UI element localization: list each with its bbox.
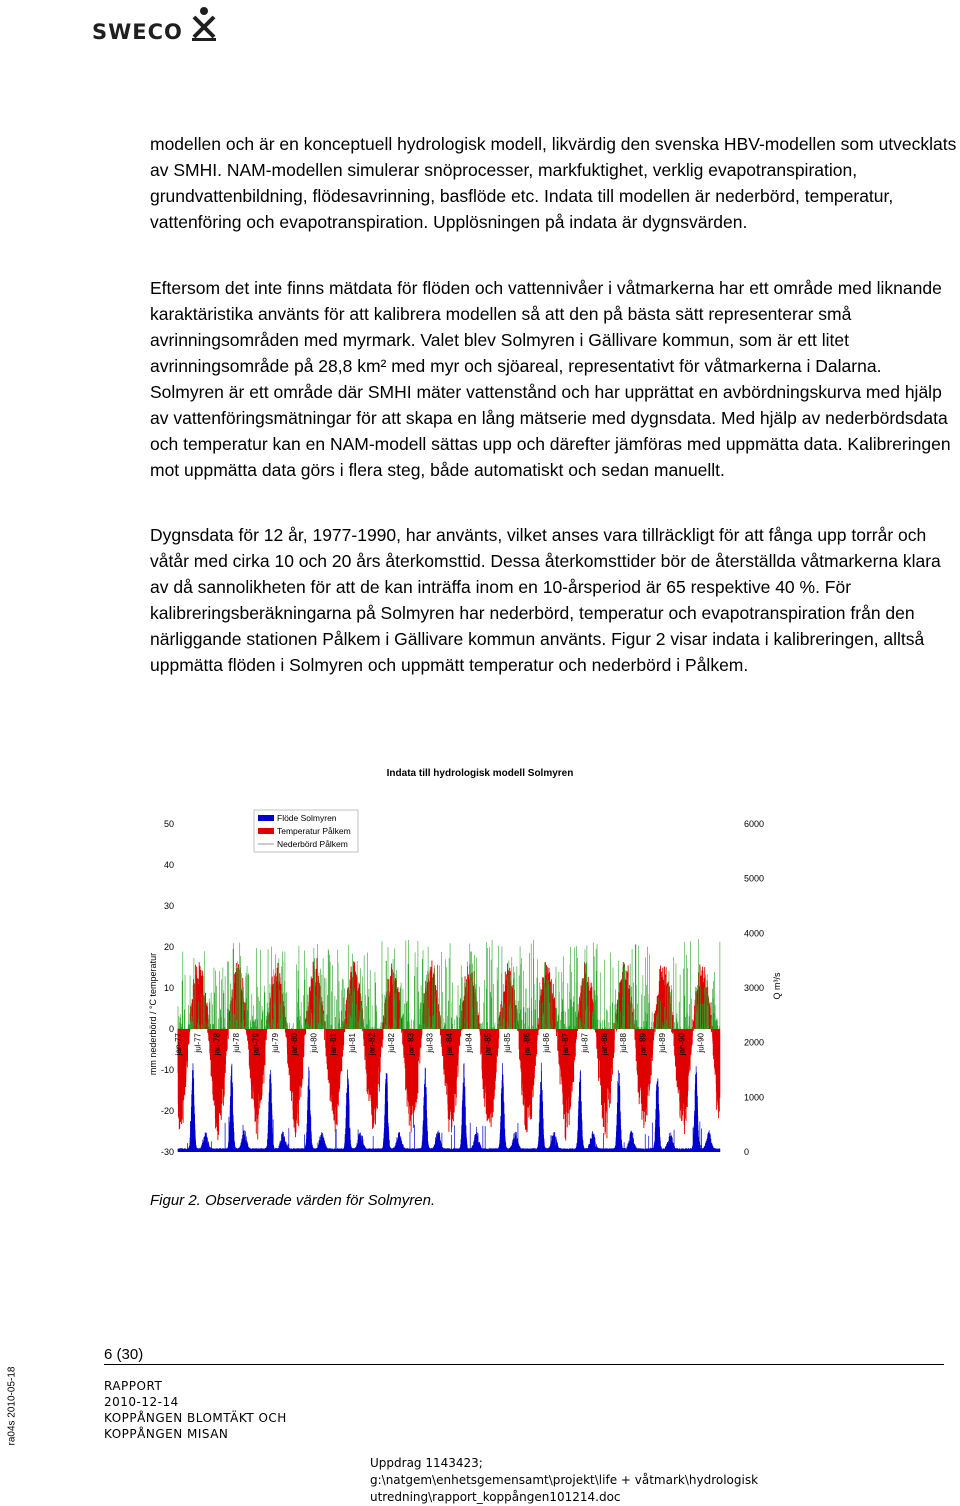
project-name-line-2: KOPPÅNGEN MISAN (104, 1427, 229, 1441)
x-tick-label: jul-77 (193, 1033, 203, 1053)
x-tick-label: jul-88 (619, 1033, 629, 1053)
footer-info (104, 1378, 287, 1442)
x-tick-label: jul-87 (580, 1033, 590, 1053)
hydrology-chart (140, 800, 800, 1170)
x-tick-label: jan-84 (445, 1033, 454, 1056)
x-tick-label: jul-80 (309, 1033, 319, 1053)
x-tick-label: jan-83 (406, 1033, 416, 1056)
chart-legend (254, 810, 358, 852)
footer-divider (104, 1364, 944, 1365)
file-path-1: g:\natgem\enhetsgemensamt\projekt\life + våtmark\hydrologisk (370, 1473, 759, 1487)
x-tick-label: jul-81 (348, 1033, 358, 1053)
left-tick-label: -10 (160, 1065, 174, 1075)
paragraph-3: Dygnsdata för 12 år, 1977-1990, har använts, vilket anses vara tillräckligt för att fånga upp torrår och våtår med cirka 10 och 20 års återkomsttid. Dessa återkomsttider bör de återställda våtmarkerna klara av då sannolikheten för att de kan inträffa inom en 10-årsperiod är 65 respektive 40 %. För kalibreringsberäkningarna på Solmyren har nederbörd, temperatur och evapotranspiration från den närliggande stationen Pålkem i Gällivare kommun använts. Figur 2 visar indata i kalibreringen, alltså uppmätta flöden i Solmyren och uppmätt temperatur och nederbörd i Pålkem. (150, 525, 941, 675)
x-tick-label: jan-90 (677, 1033, 687, 1056)
x-tick-label: jan-88 (599, 1033, 609, 1056)
file-path-2: utredning\rapport_koppången101214.doc (370, 1490, 621, 1504)
x-tick-label: jan-85 (483, 1033, 493, 1056)
right-tick-label: 6000 (744, 819, 765, 829)
left-tick-label: 40 (163, 860, 174, 870)
left-tick-label: 30 (163, 901, 174, 911)
logo-wordmark: SWECO (92, 20, 183, 44)
report-date: 2010-12-14 (104, 1395, 179, 1409)
x-tick-label: jan-89 (638, 1033, 648, 1056)
right-tick-label: 4000 (744, 928, 765, 939)
x-tick-label: jan-79 (251, 1033, 261, 1056)
left-tick-label: 50 (163, 819, 174, 829)
legend-swatch (258, 828, 274, 834)
x-tick-label: jan-77 (174, 1033, 183, 1056)
legend-label: Temperatur Pålkem (277, 826, 351, 836)
legend-label: Flöde Solmyren (277, 813, 337, 823)
right-tick-label: 5000 (744, 873, 765, 884)
x-tick-label: jan-80 (290, 1033, 300, 1056)
x-tick-label: jul-84 (464, 1033, 474, 1053)
x-tick-label: jul-85 (503, 1033, 513, 1053)
left-tick-label: -30 (160, 1147, 174, 1157)
x-tick-label: jan-81 (328, 1033, 338, 1056)
right-tick-label: 3000 (744, 983, 765, 993)
series-precipitation (178, 939, 720, 1029)
x-axis-tick-labels (174, 1032, 706, 1056)
sweco-logo (92, 6, 216, 42)
figure-caption: Figur 2. Observerade värden för Solmyren. (150, 1192, 436, 1209)
paragraph-1: modellen och är en konceptuell hydrologisk modell, likvärdig den svenska HBV-modellen som utvecklats av SMHI. NAM-modellen simulerar snöprocesser, markfuktighet, verklig evapotranspiration, grundvattenbildning, flödesavrinning, basflöde etc. Indata till modellen är nederbörd, temperatur, vattenföring och evapotranspiration. Upplösningen på indata är dygnsvärden. (150, 134, 957, 232)
right-tick-label: 1000 (744, 1092, 765, 1103)
right-tick-label: 0 (744, 1147, 750, 1157)
x-tick-label: jul-78 (232, 1033, 242, 1053)
document-code: ra04s 2010-05-18 (6, 1366, 18, 1446)
paragraph-2: Eftersom det inte finns mätdata för flöden och vattennivåer i våtmarkerna har ett område med liknande karaktäristika använts för att kalibrera modellen så att den på bästa sätt representerar små avrinningsområden med myrmark. Valet blev Solmyren i Gällivare kommun, som är ett litet avrinningsområde på 28,8 km² med myr och sjöareal, representativt för våtmarkerna i Dalarna. Solmyren är ett område där SMHI mäter vattenstånd och har upprättat en avbördningskurva med hjälp av vattenföringsmätningar för att skapa en lång mätserie med dygnsdata. Med hjälp av nederbördsdata och temperatur kan en NAM-modell sättas upp och därefter jämföras med uppmätta data. Kalibreringen mot uppmätta data görs i flera steg, både automatiskt och sedan manuellt. (150, 278, 951, 480)
left-tick-label: 20 (163, 942, 174, 952)
sweco-logo-icon (192, 6, 216, 42)
chart-title: Indata till hydrologisk modell Solmyren (386, 768, 574, 779)
legend-label: Nederbörd Pålkem (277, 839, 348, 849)
x-tick-label: jul-83 (425, 1033, 435, 1053)
left-tick-label: -20 (160, 1106, 174, 1116)
x-tick-label: jan-82 (367, 1033, 377, 1056)
report-label: RAPPORT (104, 1379, 163, 1393)
left-axis-ticks (161, 819, 174, 1157)
x-tick-label: jul-90 (696, 1033, 706, 1053)
right-axis-ticks (744, 819, 764, 1157)
legend-swatch (258, 815, 274, 821)
x-tick-label: jul-79 (270, 1033, 280, 1053)
left-tick-label: 10 (163, 983, 174, 993)
left-tick-label: 0 (168, 1024, 174, 1034)
y-axis-label-right: Q m³/s (772, 972, 782, 1000)
x-tick-label: jan-78 (212, 1033, 222, 1056)
footer-file-info (370, 1455, 758, 1506)
x-tick-label: jan-87 (561, 1033, 571, 1056)
right-tick-label: 2000 (744, 1037, 765, 1048)
x-tick-label: jul-82 (386, 1033, 396, 1053)
x-tick-label: jan-86 (522, 1033, 532, 1056)
assignment-number: Uppdrag 1143423; (370, 1456, 483, 1470)
x-tick-label: jul-89 (657, 1033, 667, 1053)
y-axis-label-left: mm nederbörd / °C temperatur (148, 952, 158, 1076)
page-number: 6 (30) (104, 1346, 144, 1363)
project-name-line-1: KOPPÅNGEN BLOMTÄKT OCH (104, 1411, 287, 1425)
x-tick-label: jul-86 (541, 1033, 551, 1053)
